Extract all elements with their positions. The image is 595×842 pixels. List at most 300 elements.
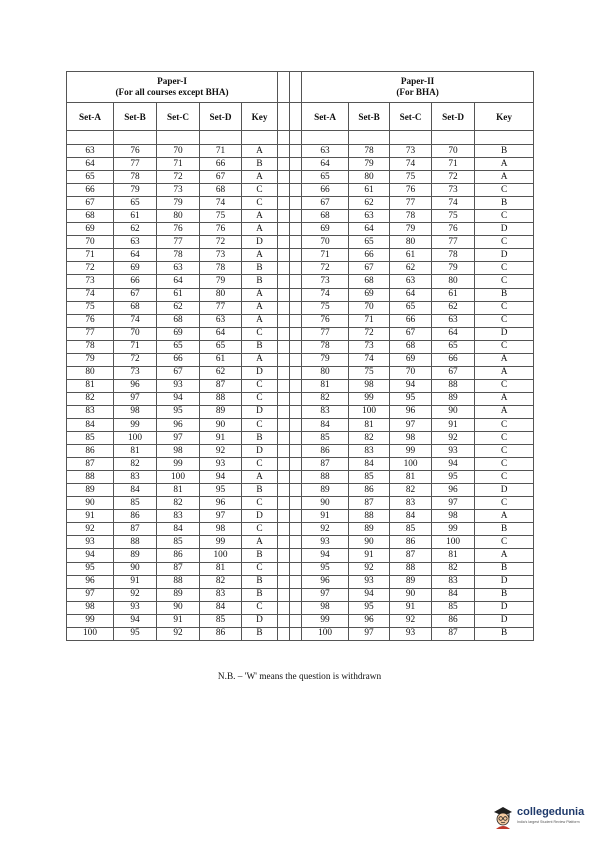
paper1-set-cell: 85 [157, 536, 200, 549]
paper1-set-cell: 98 [157, 445, 200, 458]
paper1-set-cell: 96 [67, 575, 114, 588]
paper1-set-cell: 89 [114, 549, 157, 562]
paper2-set-cell: 81 [390, 471, 432, 484]
paper2-set-cell: 84 [302, 418, 349, 431]
paper1-set-cell: 73 [200, 249, 242, 262]
column-divider [278, 72, 290, 103]
table-row [67, 445, 534, 458]
paper2-set-cell: 89 [302, 484, 349, 497]
paper1-set-cell: 84 [157, 523, 200, 536]
table-row [67, 210, 534, 223]
table-row [67, 314, 534, 327]
answer-key-table [66, 71, 534, 641]
paper2-set-cell: 95 [302, 562, 349, 575]
column-divider [290, 301, 302, 314]
paper2-set-cell: 88 [432, 379, 475, 392]
paper1-key-cell: A [242, 314, 278, 327]
paper1-set-cell: 87 [67, 458, 114, 471]
paper2-set-cell: 65 [390, 301, 432, 314]
column-header: Key [242, 103, 278, 131]
paper1-set-cell: 67 [114, 288, 157, 301]
paper2-set-cell: 63 [390, 275, 432, 288]
paper2-set-cell: 89 [349, 523, 390, 536]
paper1-key-cell: A [242, 145, 278, 158]
paper1-set-cell: 91 [157, 614, 200, 627]
column-divider [290, 379, 302, 392]
column-divider [290, 262, 302, 275]
paper2-key-cell: C [475, 418, 534, 431]
paper1-set-cell: 85 [67, 432, 114, 445]
paper1-key-cell: D [242, 405, 278, 418]
paper1-set-cell: 91 [67, 510, 114, 523]
paper1-set-cell: 92 [67, 523, 114, 536]
paper2-set-cell: 77 [390, 197, 432, 210]
paper1-set-cell: 85 [200, 614, 242, 627]
paper2-key-cell: C [475, 445, 534, 458]
paper2-set-cell: 88 [390, 562, 432, 575]
paper1-set-cell: 71 [114, 340, 157, 353]
paper1-set-cell: 72 [157, 171, 200, 184]
paper2-set-cell: 86 [432, 614, 475, 627]
paper2-set-cell: 84 [432, 588, 475, 601]
column-header: Set-D [200, 103, 242, 131]
paper2-set-cell: 77 [302, 327, 349, 340]
paper2-set-cell: 82 [390, 484, 432, 497]
column-divider [290, 549, 302, 562]
paper1-set-cell: 74 [114, 314, 157, 327]
paper1-set-cell: 72 [200, 236, 242, 249]
paper2-key-cell: C [475, 236, 534, 249]
table-row [67, 275, 534, 288]
table-row [67, 405, 534, 418]
paper1-set-cell: 81 [67, 379, 114, 392]
paper2-set-cell: 84 [390, 510, 432, 523]
column-divider [290, 418, 302, 431]
column-divider [290, 314, 302, 327]
column-divider [278, 103, 290, 131]
paper2-key-cell: A [475, 405, 534, 418]
paper1-set-cell: 82 [67, 392, 114, 405]
paper1-set-cell: 65 [157, 340, 200, 353]
paper2-set-cell: 98 [432, 510, 475, 523]
paper1-set-cell: 88 [200, 392, 242, 405]
paper1-set-cell: 77 [200, 301, 242, 314]
paper1-set-cell: 78 [200, 262, 242, 275]
paper2-set-cell: 78 [432, 249, 475, 262]
column-divider [278, 327, 290, 340]
paper1-set-cell: 99 [157, 458, 200, 471]
paper1-set-cell: 84 [67, 418, 114, 431]
column-divider [278, 379, 290, 392]
paper2-set-cell: 92 [390, 614, 432, 627]
paper2-set-cell: 90 [302, 497, 349, 510]
column-divider [278, 288, 290, 301]
paper1-set-cell: 68 [200, 184, 242, 197]
paper1-set-cell: 72 [67, 262, 114, 275]
table-row [67, 627, 534, 640]
table-row [67, 562, 534, 575]
paper2-set-cell: 95 [349, 601, 390, 614]
paper1-key-cell: B [242, 275, 278, 288]
paper2-set-cell: 81 [302, 379, 349, 392]
column-divider [278, 471, 290, 484]
paper1-key-cell: C [242, 497, 278, 510]
paper2-subtitle: (For BHA) [396, 87, 439, 97]
column-divider [290, 484, 302, 497]
paper1-set-cell: 88 [114, 536, 157, 549]
paper1-set-cell: 94 [114, 614, 157, 627]
column-divider [278, 536, 290, 549]
paper1-key-cell: B [242, 340, 278, 353]
paper2-set-cell: 74 [390, 158, 432, 171]
paper1-set-cell: 71 [157, 158, 200, 171]
column-divider [290, 158, 302, 171]
paper2-key-cell: B [475, 523, 534, 536]
paper1-set-cell: 92 [157, 627, 200, 640]
paper2-set-cell: 97 [432, 497, 475, 510]
table-row [67, 458, 534, 471]
paper2-key-cell: C [475, 432, 534, 445]
column-header: Set-B [349, 103, 390, 131]
paper1-set-cell: 86 [157, 549, 200, 562]
column-divider [278, 210, 290, 223]
paper2-set-cell: 71 [349, 314, 390, 327]
paper1-set-cell: 74 [200, 197, 242, 210]
column-divider [278, 510, 290, 523]
paper1-set-cell: 97 [114, 392, 157, 405]
column-divider [278, 458, 290, 471]
paper1-set-cell: 62 [200, 366, 242, 379]
paper1-key-cell: B [242, 575, 278, 588]
column-divider [278, 562, 290, 575]
table-row [67, 184, 534, 197]
paper2-set-cell: 94 [432, 458, 475, 471]
paper1-set-cell: 66 [200, 158, 242, 171]
paper2-set-cell: 64 [390, 288, 432, 301]
paper1-set-cell: 96 [114, 379, 157, 392]
paper2-set-cell: 73 [302, 275, 349, 288]
paper2-set-cell: 94 [302, 549, 349, 562]
paper2-set-cell: 93 [302, 536, 349, 549]
paper2-set-cell: 67 [390, 327, 432, 340]
paper2-set-cell: 79 [390, 223, 432, 236]
paper2-set-cell: 76 [432, 223, 475, 236]
paper2-set-cell: 92 [302, 523, 349, 536]
paper1-set-cell: 99 [114, 418, 157, 431]
paper2-set-cell: 69 [349, 288, 390, 301]
column-divider [290, 497, 302, 510]
paper2-set-cell: 61 [349, 184, 390, 197]
answer-rows [67, 145, 534, 641]
paper2-set-cell: 89 [432, 392, 475, 405]
column-divider [278, 614, 290, 627]
paper1-key-cell: C [242, 184, 278, 197]
paper1-set-cell: 77 [114, 158, 157, 171]
paper2-set-cell: 62 [432, 301, 475, 314]
paper1-set-cell: 75 [67, 301, 114, 314]
paper2-set-cell: 64 [432, 327, 475, 340]
paper2-set-cell: 94 [349, 588, 390, 601]
paper2-set-cell: 76 [390, 184, 432, 197]
paper2-set-cell: 75 [349, 366, 390, 379]
column-divider [290, 471, 302, 484]
column-divider [278, 340, 290, 353]
paper1-set-cell: 95 [114, 627, 157, 640]
paper2-set-cell: 74 [349, 353, 390, 366]
paper2-set-cell: 63 [432, 314, 475, 327]
paper1-key-cell: A [242, 536, 278, 549]
column-divider [278, 432, 290, 445]
paper2-set-cell: 68 [349, 275, 390, 288]
paper1-set-cell: 73 [114, 366, 157, 379]
paper2-set-cell: 64 [349, 223, 390, 236]
paper1-set-cell: 98 [67, 601, 114, 614]
paper2-set-cell: 83 [302, 405, 349, 418]
paper1-key-cell: D [242, 510, 278, 523]
paper1-set-cell: 80 [67, 366, 114, 379]
column-divider [290, 588, 302, 601]
paper2-set-cell: 86 [302, 445, 349, 458]
column-divider [278, 418, 290, 431]
paper1-set-cell: 61 [157, 288, 200, 301]
paper1-key-cell: A [242, 171, 278, 184]
paper1-set-cell: 79 [67, 353, 114, 366]
paper2-set-cell: 65 [432, 340, 475, 353]
paper1-set-cell: 91 [200, 432, 242, 445]
column-divider [290, 614, 302, 627]
paper2-key-cell: A [475, 158, 534, 171]
column-divider [278, 236, 290, 249]
paper2-set-cell: 70 [349, 301, 390, 314]
paper1-set-cell: 70 [157, 145, 200, 158]
column-divider [278, 171, 290, 184]
column-divider [278, 523, 290, 536]
column-divider [290, 627, 302, 640]
paper2-set-cell: 85 [302, 432, 349, 445]
paper2-set-cell: 70 [390, 366, 432, 379]
paper1-set-cell: 90 [114, 562, 157, 575]
column-divider [290, 405, 302, 418]
table-row [67, 249, 534, 262]
paper2-set-cell: 71 [302, 249, 349, 262]
paper1-set-cell: 98 [200, 523, 242, 536]
paper1-set-cell: 77 [67, 327, 114, 340]
paper1-set-cell: 78 [114, 171, 157, 184]
column-divider [278, 405, 290, 418]
paper2-set-cell: 98 [390, 432, 432, 445]
paper2-set-cell: 93 [432, 445, 475, 458]
paper2-key-cell: D [475, 484, 534, 497]
table-row [67, 601, 534, 614]
paper2-set-cell: 80 [302, 366, 349, 379]
paper1-set-cell: 83 [67, 405, 114, 418]
paper1-set-cell: 92 [200, 445, 242, 458]
paper1-set-cell: 100 [200, 549, 242, 562]
paper2-key-cell: C [475, 275, 534, 288]
paper1-set-cell: 90 [67, 497, 114, 510]
paper1-set-cell: 64 [114, 249, 157, 262]
column-divider [290, 327, 302, 340]
paper1-key-cell: B [242, 588, 278, 601]
paper2-set-cell: 85 [349, 471, 390, 484]
paper1-set-cell: 79 [157, 197, 200, 210]
paper1-key-cell: A [242, 223, 278, 236]
paper2-key-cell: C [475, 379, 534, 392]
paper2-set-cell: 100 [302, 627, 349, 640]
table-row [67, 588, 534, 601]
paper1-set-cell: 86 [114, 510, 157, 523]
paper2-key-cell: B [475, 288, 534, 301]
paper2-key-cell: C [475, 210, 534, 223]
column-divider [290, 601, 302, 614]
paper1-set-cell: 65 [114, 197, 157, 210]
paper1-set-cell: 94 [67, 549, 114, 562]
paper1-key-cell: D [242, 614, 278, 627]
paper2-header [302, 72, 534, 103]
paper2-set-cell: 80 [349, 171, 390, 184]
paper2-key-cell: D [475, 223, 534, 236]
paper1-set-cell: 93 [114, 601, 157, 614]
column-divider [290, 288, 302, 301]
paper2-set-cell: 98 [349, 379, 390, 392]
paper2-set-cell: 79 [432, 262, 475, 275]
paper1-key-cell: A [242, 249, 278, 262]
paper2-set-cell: 80 [390, 236, 432, 249]
table-row [67, 432, 534, 445]
column-divider [290, 392, 302, 405]
paper2-key-cell: C [475, 536, 534, 549]
column-divider [278, 392, 290, 405]
table-row [67, 197, 534, 210]
paper1-key-cell: C [242, 523, 278, 536]
paper2-set-cell: 67 [349, 262, 390, 275]
table-row [67, 510, 534, 523]
paper2-set-cell: 83 [390, 497, 432, 510]
column-divider [290, 458, 302, 471]
column-divider [278, 145, 290, 158]
paper2-set-cell: 65 [302, 171, 349, 184]
paper1-set-cell: 67 [200, 171, 242, 184]
paper1-set-cell: 82 [200, 575, 242, 588]
paper2-set-cell: 97 [390, 418, 432, 431]
paper2-set-cell: 99 [390, 445, 432, 458]
paper1-set-cell: 62 [157, 301, 200, 314]
paper2-set-cell: 78 [302, 340, 349, 353]
paper1-key-cell: D [242, 236, 278, 249]
paper1-key-cell: A [242, 288, 278, 301]
paper1-set-cell: 63 [67, 145, 114, 158]
paper2-set-cell: 70 [302, 236, 349, 249]
paper2-set-cell: 73 [349, 340, 390, 353]
paper2-set-cell: 81 [432, 549, 475, 562]
paper2-set-cell: 73 [390, 145, 432, 158]
table-row [67, 418, 534, 431]
paper2-set-cell: 100 [390, 458, 432, 471]
paper1-set-cell: 89 [200, 405, 242, 418]
paper1-set-cell: 70 [114, 327, 157, 340]
paper2-set-cell: 86 [349, 484, 390, 497]
table-row [67, 145, 534, 158]
paper1-set-cell: 89 [67, 484, 114, 497]
column-header: Set-C [157, 103, 200, 131]
table-row [67, 484, 534, 497]
paper1-set-cell: 97 [200, 510, 242, 523]
paper1-set-cell: 63 [157, 262, 200, 275]
paper1-set-cell: 100 [67, 627, 114, 640]
column-divider [290, 353, 302, 366]
paper1-set-cell: 79 [114, 184, 157, 197]
paper2-set-cell: 66 [432, 353, 475, 366]
paper2-set-cell: 65 [349, 236, 390, 249]
paper2-set-cell: 91 [302, 510, 349, 523]
paper2-set-cell: 89 [390, 575, 432, 588]
paper1-set-cell: 91 [114, 575, 157, 588]
paper2-set-cell: 78 [349, 145, 390, 158]
paper1-set-cell: 69 [114, 262, 157, 275]
paper2-set-cell: 85 [432, 601, 475, 614]
paper2-set-cell: 96 [432, 484, 475, 497]
column-divider [278, 314, 290, 327]
paper2-set-cell: 82 [302, 392, 349, 405]
paper2-set-cell: 92 [432, 432, 475, 445]
paper1-key-cell: C [242, 562, 278, 575]
paper1-set-cell: 74 [67, 288, 114, 301]
paper2-set-cell: 92 [349, 562, 390, 575]
paper1-key-cell: A [242, 301, 278, 314]
column-divider [278, 275, 290, 288]
column-divider [290, 249, 302, 262]
table-row [67, 158, 534, 171]
paper2-set-cell: 62 [349, 197, 390, 210]
paper2-key-cell: C [475, 458, 534, 471]
paper2-set-cell: 71 [432, 158, 475, 171]
paper1-set-cell: 63 [200, 314, 242, 327]
paper1-set-cell: 66 [157, 353, 200, 366]
table-row [67, 223, 534, 236]
column-divider [278, 627, 290, 640]
column-divider [278, 223, 290, 236]
paper2-title: Paper-II [400, 76, 435, 86]
paper1-key-cell: B [242, 432, 278, 445]
paper1-set-cell: 95 [157, 405, 200, 418]
paper2-set-cell: 87 [302, 458, 349, 471]
paper1-set-cell: 86 [67, 445, 114, 458]
paper2-set-cell: 100 [349, 405, 390, 418]
paper2-set-cell: 99 [302, 614, 349, 627]
paper1-set-cell: 81 [200, 562, 242, 575]
paper1-set-cell: 78 [157, 249, 200, 262]
paper1-set-cell: 67 [157, 366, 200, 379]
column-header: Set-A [302, 103, 349, 131]
paper1-set-cell: 97 [67, 588, 114, 601]
table-row [67, 262, 534, 275]
paper1-set-cell: 89 [157, 588, 200, 601]
paper1-key-cell: C [242, 379, 278, 392]
paper2-key-cell: A [475, 353, 534, 366]
column-divider [290, 340, 302, 353]
paper2-key-cell: C [475, 314, 534, 327]
column-divider [278, 497, 290, 510]
column-divider [290, 562, 302, 575]
column-divider [290, 197, 302, 210]
paper1-set-cell: 65 [67, 171, 114, 184]
paper2-key-cell: C [475, 340, 534, 353]
paper2-set-cell: 66 [349, 249, 390, 262]
paper2-key-cell: B [475, 197, 534, 210]
paper2-set-cell: 90 [349, 536, 390, 549]
paper1-set-cell: 95 [67, 562, 114, 575]
paper2-set-cell: 83 [432, 575, 475, 588]
